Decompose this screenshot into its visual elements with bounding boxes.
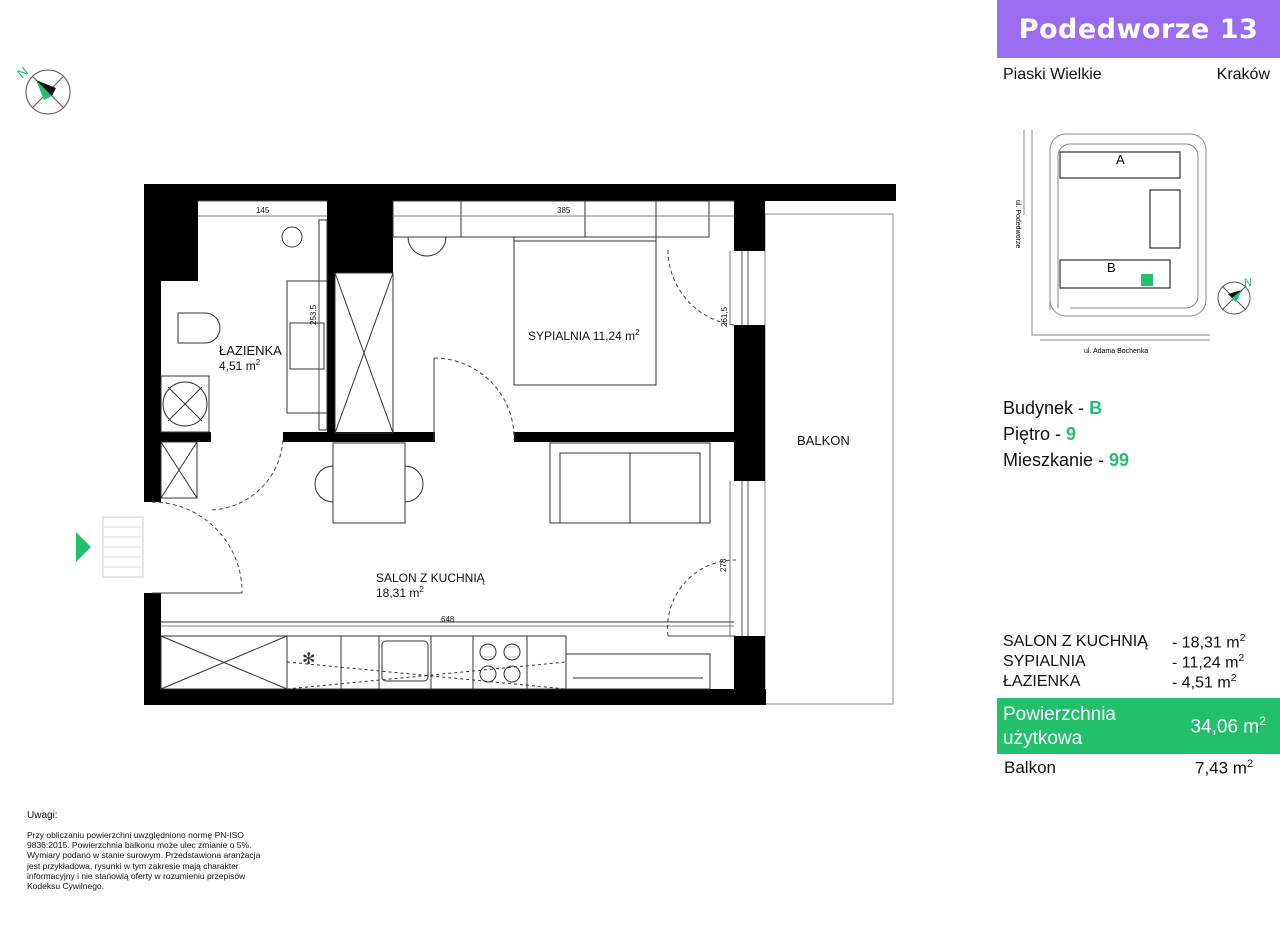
dim-385: 385 xyxy=(557,206,571,215)
living-area: 18,31 $m^2$ xyxy=(376,585,424,600)
city-label: Kraków xyxy=(1216,66,1270,83)
summary-room-name: ŁAZIENKA xyxy=(1003,673,1081,690)
dim-261: 261,5 xyxy=(720,306,729,327)
notes-title: Uwagi: xyxy=(27,810,58,821)
site-street-west: ul. Podedworze xyxy=(1014,200,1021,249)
building-info: Budynek - B xyxy=(1003,398,1103,418)
site-building-a: A xyxy=(1116,152,1125,167)
svg-text:✻: ✻ xyxy=(302,651,316,668)
summary-room-name: SALON Z KUCHNIĄ xyxy=(1003,633,1148,650)
balcony-summary-value: 7,43 $m^2$ xyxy=(1195,758,1254,778)
compass-icon xyxy=(14,64,70,114)
dim-648: 648 xyxy=(441,615,455,624)
brand-title: Podedworze 13 xyxy=(997,0,1280,58)
site-compass-icon xyxy=(1218,277,1252,314)
compass-north-label: N xyxy=(14,63,32,82)
dim-253: 253,5 xyxy=(309,304,318,325)
balcony-summary-label: Balkon xyxy=(1004,758,1056,777)
notes-text: Przy obliczaniu powierzchni uwzględniono normę PN-ISO 9836:2015. Powierzchnia balkonu może ulec zmianie o 5%. Wymiary podano w stanie surowym. Przedstawiona aranżacja jest przykładowa, rysunki w tym zakresie mają charakter informacyjny i nie stanowią oferty w rozumieniu przepisów Kodeksu Cywilnego. xyxy=(27,830,261,892)
summary-room-area: - 11,24 $m^2$ xyxy=(1172,653,1245,672)
entrance-mat xyxy=(103,517,143,577)
floor-info: Piętro - 9 xyxy=(1003,424,1077,444)
usable-area-value: 34,06 $m^2$ xyxy=(1190,714,1266,738)
bedroom-label: SYPIALNIA 11,24 $m^2$ xyxy=(528,328,640,343)
summary-room-area: - 18,31 $m^2$ xyxy=(1172,633,1246,652)
site-street-south: ul. Adama Bochenka xyxy=(1084,348,1149,355)
dim-145: 145 xyxy=(256,206,270,215)
summary-room-area: - 4,51 $m^2$ xyxy=(1172,673,1237,692)
bathroom-label: ŁAZIENKA xyxy=(219,343,282,358)
living-label: SALON Z KUCHNIĄ xyxy=(376,571,485,585)
apartment-info: Mieszkanie - 99 xyxy=(1003,450,1130,470)
usable-area-box xyxy=(997,698,1280,754)
site-plan xyxy=(1010,120,1270,370)
usable-area-label: Powierzchnia użytkowa xyxy=(1003,704,1116,749)
site-building-b: B xyxy=(1107,260,1116,275)
entrance-arrow-icon xyxy=(76,532,91,562)
district-label: Piaski Wielkie xyxy=(1003,66,1102,83)
dim-278: 278 xyxy=(719,558,728,572)
balcony-label: BALKON xyxy=(797,433,850,448)
walls xyxy=(144,184,896,705)
bathroom-area: 4,51 $m^2$ xyxy=(219,358,261,373)
site-compass-north: N xyxy=(1244,277,1252,289)
balcony-outline xyxy=(765,214,893,704)
summary-room-name: SYPIALNIA xyxy=(1003,653,1086,670)
